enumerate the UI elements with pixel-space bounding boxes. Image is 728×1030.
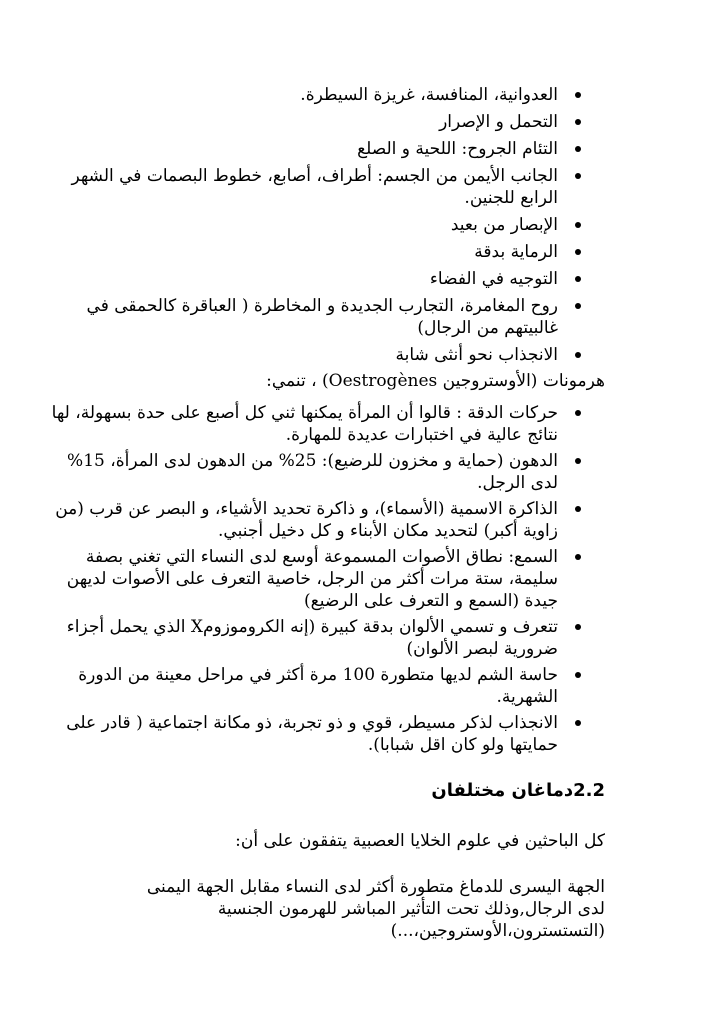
list-item: حركات الدقة : قالوا أن المرأة يمكنها ثني كل أصبع على حدة بسهولة، لها نتائج عالية في اختبارات عديدة للمهارة. [38,402,558,446]
bullet-icon [575,554,581,560]
list-item: السمع: نطاق الأصوات المسموعة أوسع لدى النساء التي تغني بصفة سليمة، ستة مرات أكثر من الرجل، خاصية التعرف على الأصوات لديهن جيدة (السمع و التعرف على الرضيع) [38,546,558,612]
list-item: الإبصار من بعيد [38,214,558,236]
bullet-icon [575,92,581,98]
bullet-icon [575,222,581,228]
bullet-icon [575,506,581,512]
list-item: العدوانية، المنافسة، غريزة السيطرة. [38,84,558,106]
list-item: الرماية بدقة [38,241,558,263]
list-item: تتعرف و تسمي الألوان بدقة كبيرة (إنه الكروموزومX الذي يحمل أجزاء ضرورية لبصر الألوان) [38,616,558,660]
list-item: روح المغامرة، التجارب الجديدة و المخاطرة ( العباقرة كالحمقى في غالبيتهم من الرجال) [38,295,558,339]
bullet-icon [575,119,581,125]
hormones-intro: هرمونات (الأوستروجين Oestrogènes) ، تنمي: [266,371,605,391]
paragraph-brain-sides: الجهة اليسرى للدماغ متطورة أكثر لدى النساء مقابل الجهة اليمنى لدى الرجال,وذلك تحت التأثير المباشر للهرمون الجنسية (التستسترون،الأوستروجين،...) [146,877,605,941]
bullet-icon [575,624,581,630]
list-item: التئام الجروح: اللحية و الصلع [38,138,558,160]
list-item: حاسة الشم لديها متطورة 100 مرة أكثر في مراحل معينة من الدورة الشهرية. [38,664,558,708]
bullet-icon [575,410,581,416]
bullet-icon [575,720,581,726]
bullet-icon [575,352,581,358]
paragraph-researchers: كل الباحثين في علوم الخلايا العصبية يتفقون على أن: [235,831,605,851]
list-item: التحمل و الإصرار [38,111,558,133]
list-item: الجانب الأيمن من الجسم: أطراف، أصابع، خطوط البصمات في الشهر الرابع للجنين. [38,165,558,209]
bullet-icon [575,146,581,152]
list-item: التوجيه في الفضاء [38,268,558,290]
female-traits-list [38,402,558,760]
bullet-icon [575,173,581,179]
list-item: الانجذاب لذكر مسيطر، قوي و ذو تجربة، ذو مكانة اجتماعية ( قادر على حمايتها ولو كان اقل شبابا). [38,712,558,756]
list-item: الدهون (حماية و مخزون للرضيع): 25% من الدهون لدى المرأة، 15% لدى الرجل. [38,450,558,494]
bullet-icon [575,276,581,282]
list-item: الانجذاب نحو أنثى شابة [38,344,558,366]
section-heading: 2.2دماغان مختلفان [431,780,605,801]
bullet-icon [575,458,581,464]
bullet-icon [575,303,581,309]
male-traits-list [38,84,558,371]
bullet-icon [575,672,581,678]
list-item: الذاكرة الاسمية (الأسماء)، و ذاكرة تحديد الأشياء، و البصر عن قرب (من زاوية أكبر) لتحديد مكان الأبناء و كل دخيل أجنبي. [38,498,558,542]
bullet-icon [575,249,581,255]
